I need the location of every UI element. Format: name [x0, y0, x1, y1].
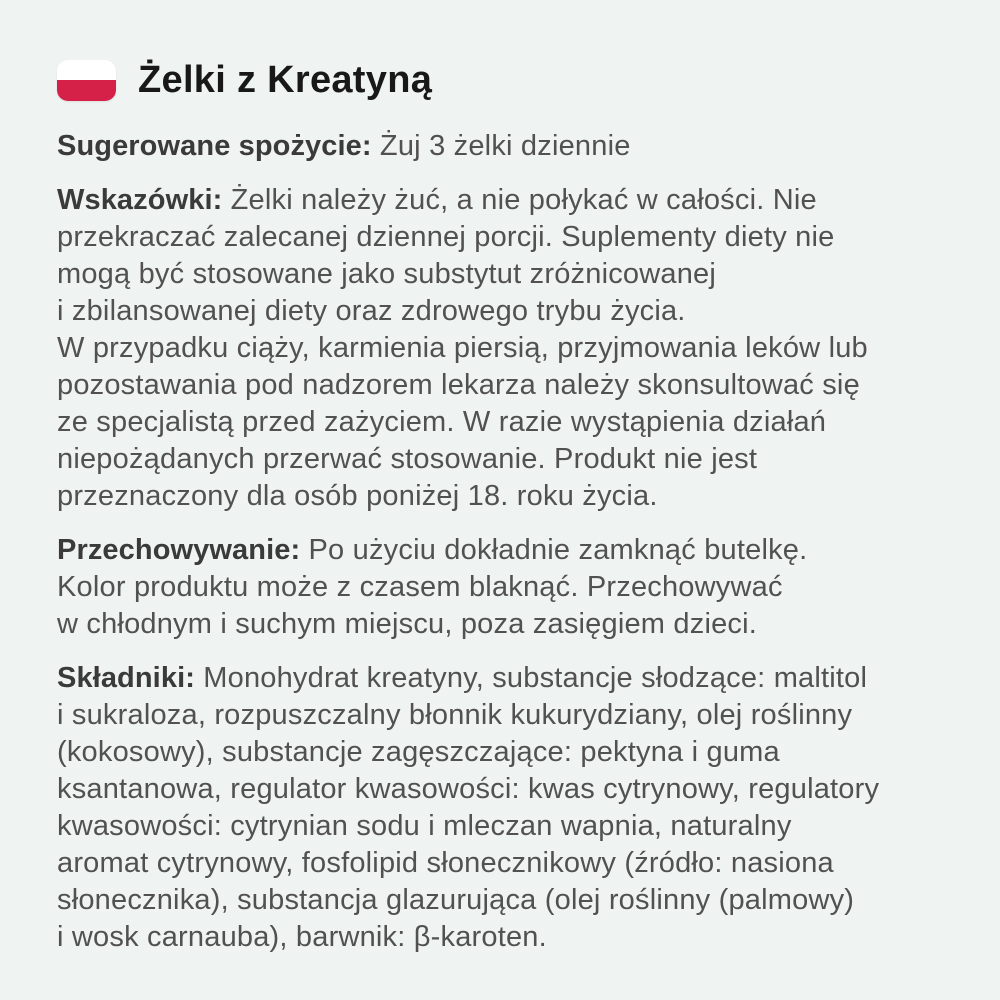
poland-flag-icon: [57, 60, 116, 101]
line-text: i sukraloza, rozpuszczalny błonnik kukurydziany, olej roślinny: [57, 699, 853, 731]
line-text: W przypadku ciąży, karmienia piersią, przyjmowania leków lub: [57, 332, 868, 364]
paragraph-line: [57, 660, 945, 697]
page-title: Żelki z Kreatyną: [138, 59, 433, 101]
flag-white-stripe: [57, 60, 116, 81]
line-text: Monohydrat kreatyny, substancje słodzące: maltitol: [203, 662, 868, 694]
line-text: Kolor produktu może z czasem blaknąć. Przechowywać: [57, 571, 783, 603]
line-text: aromat cytrynowy, fosfolipid słonecznikowy (źródło: nasiona: [57, 847, 834, 879]
line-text: mogą być stosowane jako substytut zróżnicowanej: [57, 258, 717, 290]
section-label: Sugerowane spożycie:: [57, 130, 372, 162]
paragraph-line: [57, 128, 945, 165]
line-text: kwasowości: cytrynian sodu i mleczan wapnia, naturalny: [57, 810, 792, 842]
section-ingredients: [57, 660, 945, 956]
line-text: w chłodnym i suchym miejscu, poza zasięgiem dzieci.: [57, 608, 758, 640]
section-label: Wskazówki:: [57, 184, 223, 216]
line-text: i wosk carnauba), barwnik: β-karoten.: [57, 921, 547, 953]
line-text: Żelki należy żuć, a nie połykać w całości. Nie: [230, 184, 817, 216]
paragraph-line: [57, 532, 945, 569]
section-label: Składniki:: [57, 662, 195, 694]
section-label: Przechowywanie:: [57, 534, 301, 566]
section-storage: [57, 532, 945, 643]
line-text: pozostawania pod nadzorem lekarza należy skonsultować się: [57, 369, 860, 401]
line-text: przeznaczony dla osób poniżej 18. roku życia.: [57, 480, 658, 512]
line-text: i zbilansowanej diety oraz zdrowego trybu życia.: [57, 295, 686, 327]
flag-red-stripe: [57, 80, 116, 101]
page-header: [57, 59, 945, 101]
line-text: Po użyciu dokładnie zamknąć butelkę.: [308, 534, 808, 566]
line-text: ksantanowa, regulator kwasowości: kwas cytrynowy, regulatory: [57, 773, 880, 805]
line-text: ze specjalistą przed zażyciem. W razie wystąpienia działań: [57, 406, 827, 438]
line-text: przekraczać zalecanej dziennej porcji. Suplementy diety nie: [57, 221, 835, 253]
line-text: niepożądanych przerwać stosowanie. Produkt nie jest: [57, 443, 758, 475]
section-directions: [57, 182, 945, 515]
line-text: słonecznika), substancja glazurująca (olej roślinny (palmowy): [57, 884, 855, 916]
line-text: (kokosowy), substancje zagęszczające: pektyna i guma: [57, 736, 780, 768]
line-text: Żuj 3 żelki dziennie: [379, 130, 631, 162]
section-suggested-use: [57, 128, 945, 165]
paragraph-line: [57, 182, 945, 219]
